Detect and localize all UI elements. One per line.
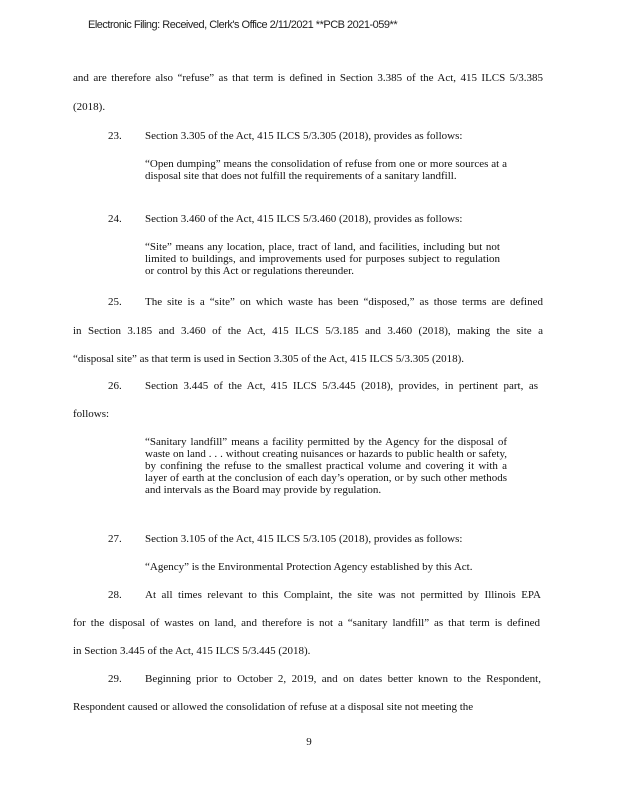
- page-number: 9: [306, 736, 312, 748]
- paragraph-24-quote: “Site” means any location, place, tract of land, and facilities, including but not limited to buildings, and improvements used for purposes subject to regulation or control by this Act or regulations thereunder.: [145, 241, 500, 277]
- paragraph-24-text: Section 3.460 of the Act, 415 ILCS 5/3.460 (2018), provides as follows:: [145, 213, 463, 225]
- paragraph-28-line-2: for the disposal of wastes on land, and therefore is not a “sanitary landfill” as that term is defined: [73, 617, 540, 629]
- paragraph-29-line-1: Beginning prior to October 2, 2019, and on dates better known to the Respondent,: [145, 673, 541, 685]
- paragraph-29-number: 29.: [108, 673, 122, 685]
- paragraph-28-number: 28.: [108, 589, 122, 601]
- paragraph-26-number: 26.: [108, 380, 122, 392]
- paragraph-27-text: Section 3.105 of the Act, 415 ILCS 5/3.105 (2018), provides as follows:: [145, 533, 463, 545]
- paragraph-28-line-3: in Section 3.445 of the Act, 415 ILCS 5/3.445 (2018).: [73, 645, 311, 657]
- paragraph-25-line-3: “disposal site” as that term is used in Section 3.305 of the Act, 415 ILCS 5/3.305 (2018).: [73, 353, 465, 365]
- paragraph-26-line-1: Section 3.445 of the Act, 415 ILCS 5/3.445 (2018), provides, in pertinent part, as: [145, 380, 538, 392]
- paragraph-29-line-2: Respondent caused or allowed the consolidation of refuse at a disposal site not meeting the: [73, 701, 474, 713]
- filing-header: Electronic Filing: Received, Clerk's Office 2/11/2021 **PCB 2021-059**: [88, 19, 398, 31]
- paragraph-28-line-1: At all times relevant to this Complaint, the site was not permitted by Illinois EPA: [145, 589, 541, 601]
- paragraph-26-line-2: follows:: [73, 408, 110, 420]
- intro-line-1: and are therefore also “refuse” as that term is defined in Section 3.385 of the Act, 415 ILCS 5/3.385: [73, 72, 543, 84]
- paragraph-26-quote: “Sanitary landfill” means a facility permitted by the Agency for the disposal of waste on land . . . without creating nuisances or hazards to public health or safety, by confining the refuse to the smallest practical volume and covering it with a layer of earth at the conclusion of each day’s operation, or by such other methods and intervals as the Board may provide by regulation.: [145, 436, 507, 496]
- paragraph-23-number: 23.: [108, 130, 122, 142]
- paragraph-23-text: Section 3.305 of the Act, 415 ILCS 5/3.305 (2018), provides as follows:: [145, 130, 463, 142]
- paragraph-25-line-1: The site is a “site” on which waste has been “disposed,” as those terms are defined: [145, 296, 543, 308]
- paragraph-27-number: 27.: [108, 533, 122, 545]
- intro-line-2: (2018).: [73, 101, 106, 113]
- paragraph-25-line-2: in Section 3.185 and 3.460 of the Act, 415 ILCS 5/3.185 and 3.460 (2018), making the site a: [73, 325, 543, 337]
- paragraph-23-quote: “Open dumping” means the consolidation of refuse from one or more sources at a disposal site that does not fulfill the requirements of a sanitary landfill.: [145, 158, 507, 182]
- paragraph-25-number: 25.: [108, 296, 122, 308]
- paragraph-27-quote: “Agency” is the Environmental Protection Agency established by this Act.: [145, 561, 473, 573]
- paragraph-24-number: 24.: [108, 213, 122, 225]
